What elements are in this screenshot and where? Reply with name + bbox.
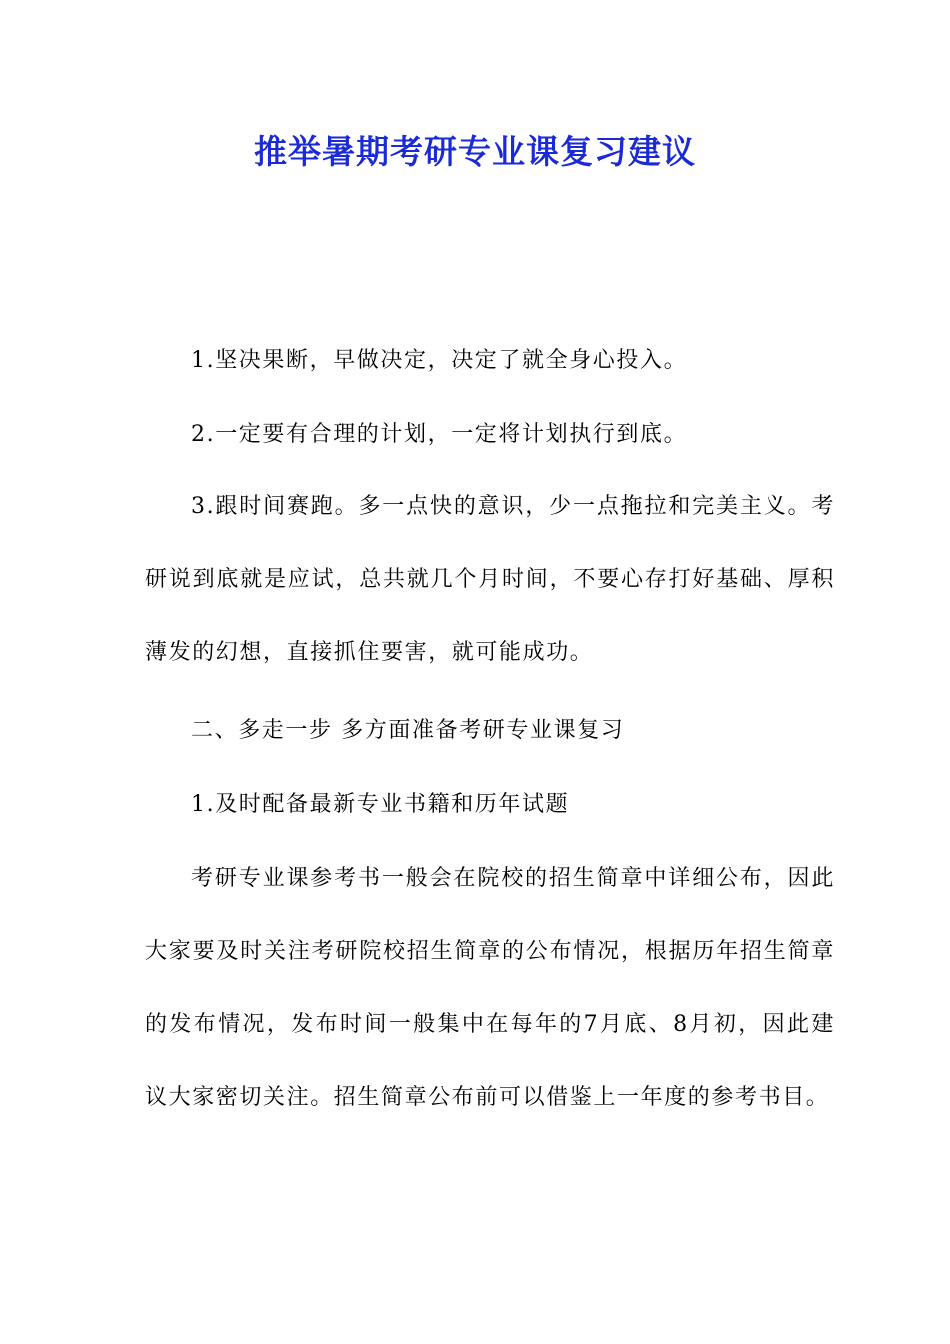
paragraph-decide: 1.坚决果断，早做决定，决定了就全身心投入。: [191, 348, 688, 373]
section-heading-two: 二、多走一步 多方面准备考研专业课复习: [191, 718, 625, 743]
subheading-books: 1.及时配备最新专业书籍和历年试题: [191, 792, 570, 817]
paragraph-race-time: 3.跟时间赛跑。多一点快的意识，少一点拖拉和完美主义。考研说到底就是应试，总共就几个月时间，不要心存打好基础、厚积薄发的幻想，直接抓住要害，就可能成功。: [145, 494, 835, 665]
document-title: 推举暑期考研专业课复习建议: [254, 132, 696, 171]
paragraph-plan: 2.一定要有合理的计划，一定将计划执行到底。: [191, 422, 688, 447]
paragraph-reference-books: 考研专业课参考书一般会在院校的招生简章中详细公布，因此大家要及时关注考研院校招生简章的公布情况，根据历年招生简章的发布情况，发布时间一般集中在每年的7月底、8月初，因此建议大家密切关注。招生简章公布前可以借鉴上一年度的参考书目。: [145, 866, 835, 1110]
